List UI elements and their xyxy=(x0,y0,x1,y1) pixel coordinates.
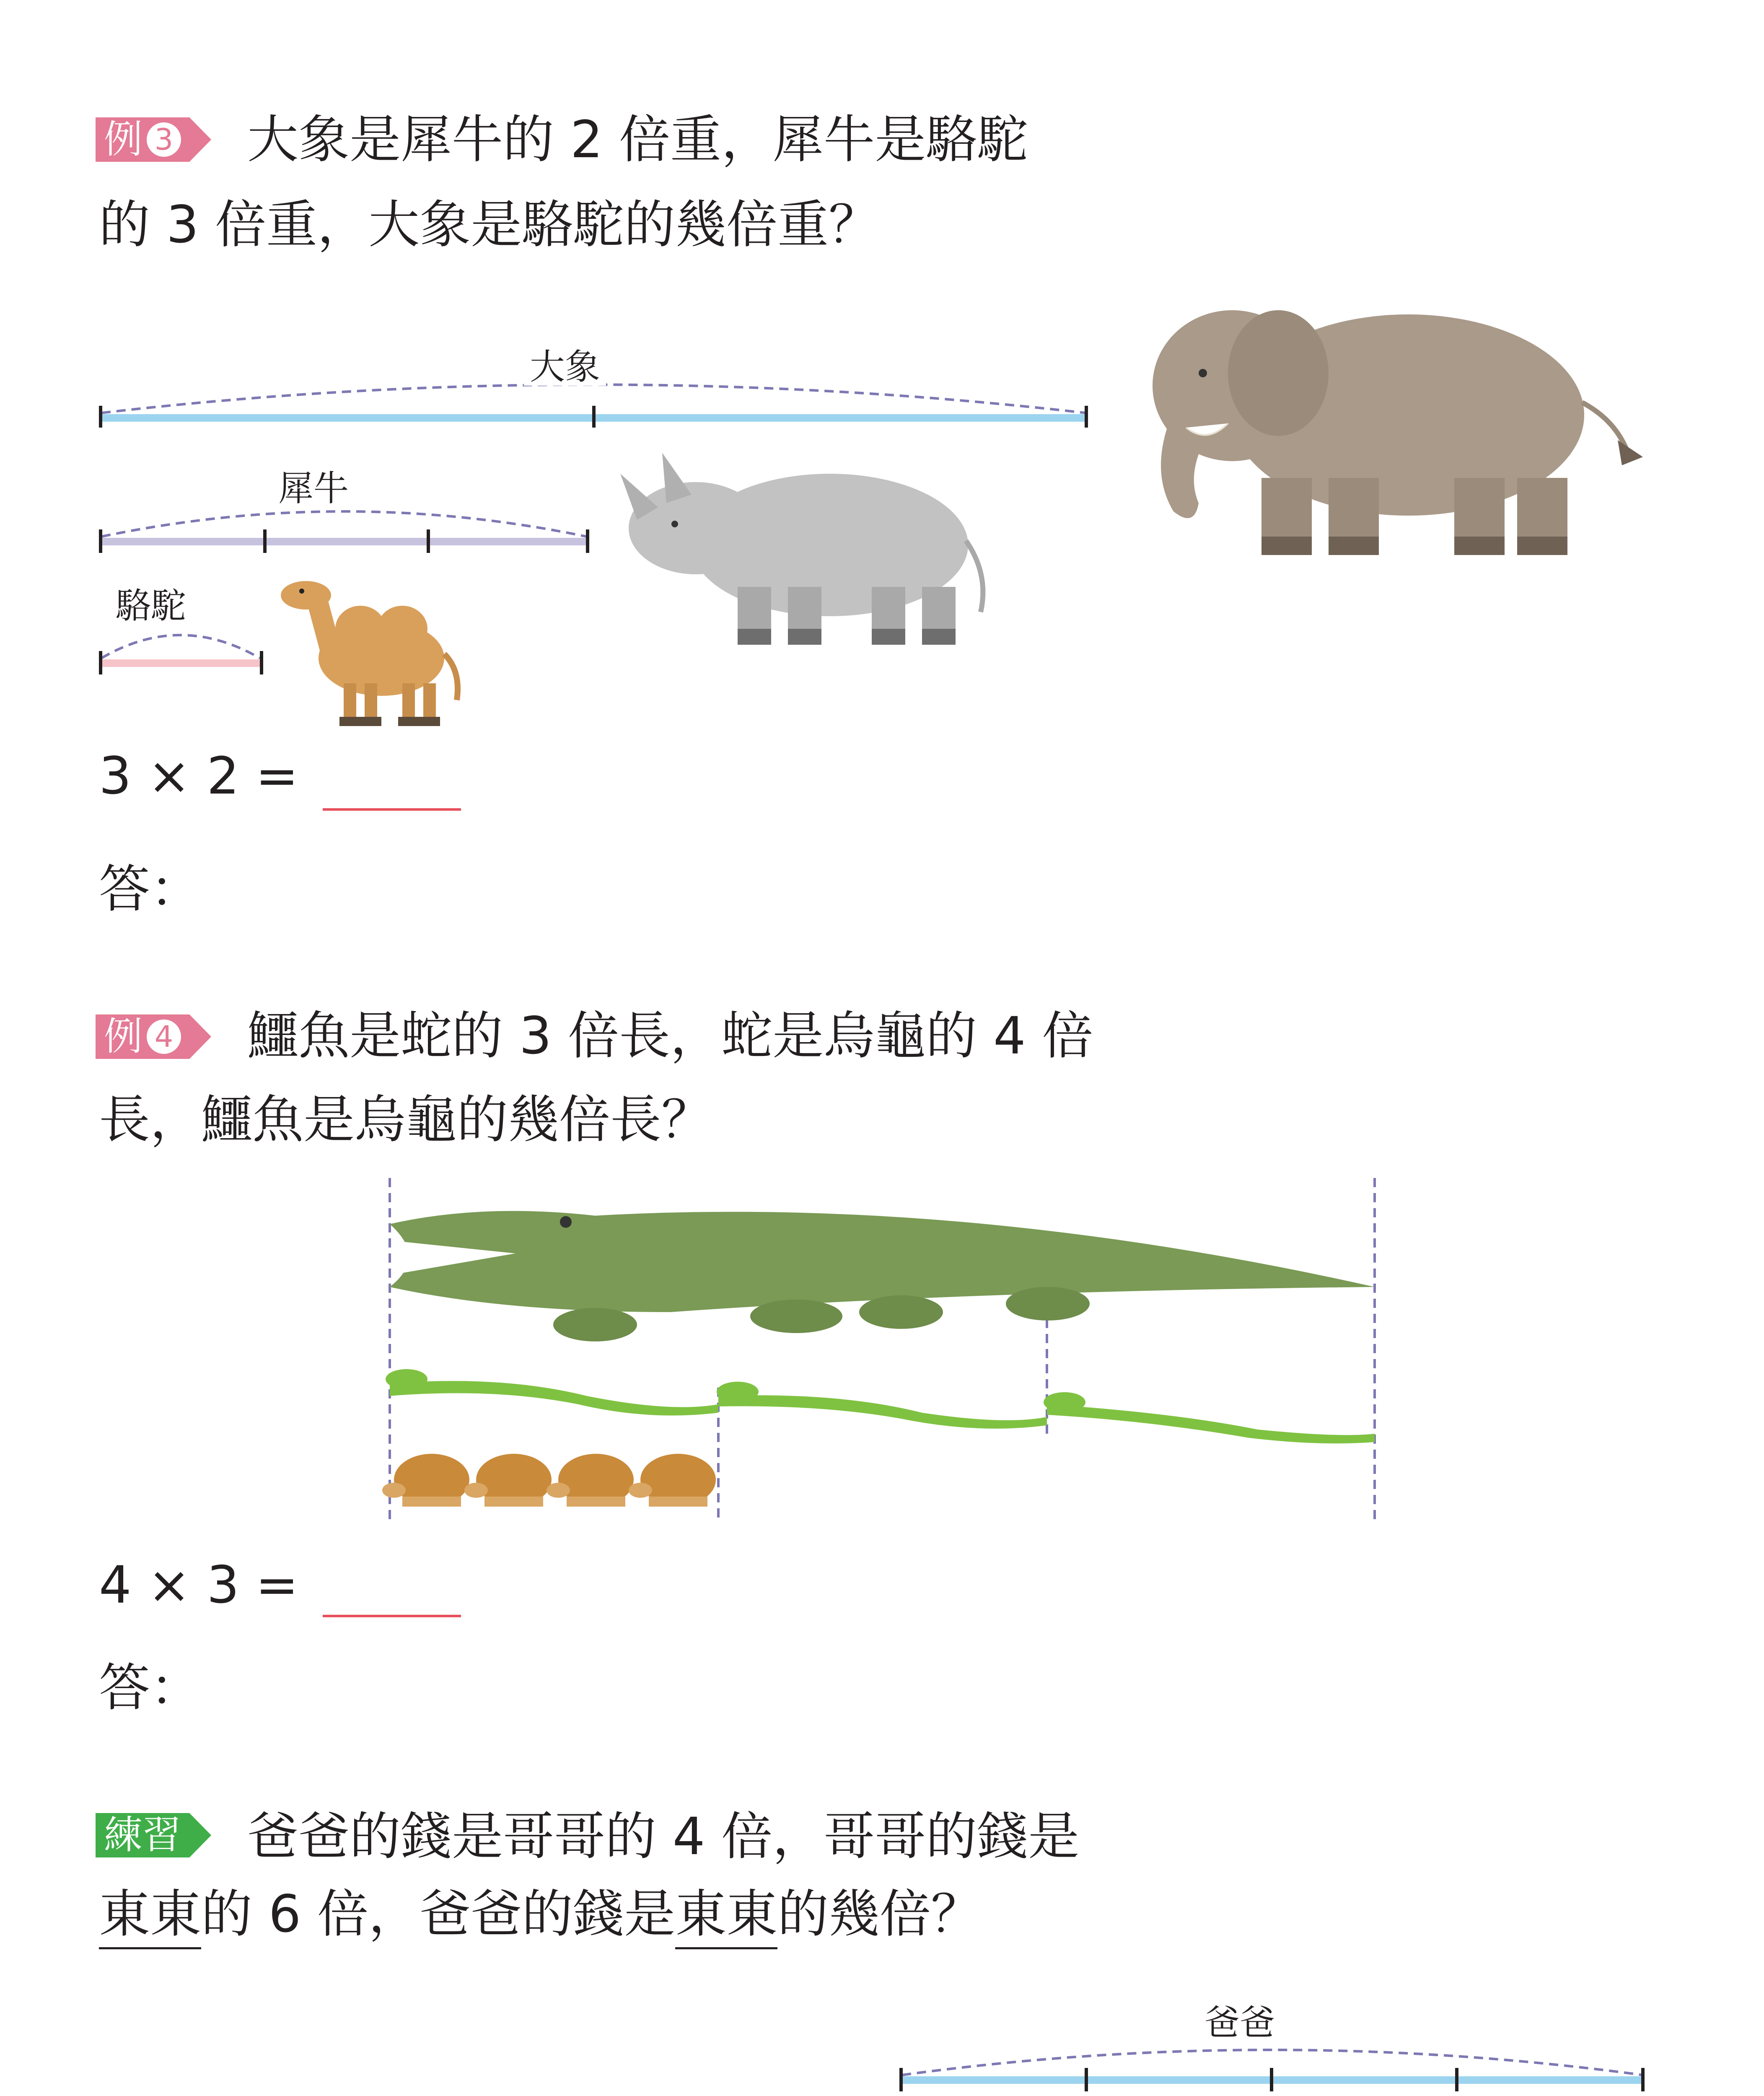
example-4-answer-label: 答： xyxy=(99,1658,201,1717)
crocodile-snake-turtle-diagram xyxy=(377,1178,1391,1526)
dongdong-name-underlined: 東東 xyxy=(99,1884,201,1949)
elephant-bar-label: 大象 xyxy=(524,348,606,386)
example-4-equation: 4 × 3 = xyxy=(99,1555,299,1615)
practice-tag-label: 練習 xyxy=(104,1813,181,1857)
dad-bar-label: 爸爸 xyxy=(1199,2004,1281,2042)
example-tag-label: 例 xyxy=(104,1014,143,1059)
turtle-illustration xyxy=(382,1454,716,1507)
practice-tag xyxy=(96,1813,211,1857)
example-3-question-line-1: 大象是犀牛的 2 倍重，犀牛是駱駝 xyxy=(247,110,1028,169)
example-tag-label: 例 xyxy=(104,117,143,162)
rhino-bar-label: 犀牛 xyxy=(272,470,355,507)
example-number-badge: 4 xyxy=(147,1019,181,1054)
example-4-tag xyxy=(96,1014,211,1059)
practice-line-2-part-b: 的 6 倍，爸爸的錢是 xyxy=(201,1884,676,1944)
example-3-question-line-2: 的 3 倍重，大象是駱駝的幾倍重？ xyxy=(99,195,880,254)
rhino-illustration xyxy=(612,436,1014,654)
example-number-badge: 3 xyxy=(147,122,181,157)
example-4-question-line-2: 長，鱷魚是烏龜的幾倍長？ xyxy=(99,1090,712,1149)
example-3-answer-blank[interactable] xyxy=(323,808,461,811)
practice-line-2-part-d: 的幾倍？ xyxy=(777,1884,982,1944)
elephant-illustration xyxy=(1123,277,1651,562)
practice-question-line-2 xyxy=(99,1884,982,1944)
practice-question-line-1: 爸爸的錢是哥哥的 4 倍，哥哥的錢是 xyxy=(247,1807,1080,1866)
example-3-answer-label: 答： xyxy=(99,859,201,919)
dongdong-name-underlined: 東東 xyxy=(675,1884,777,1949)
example-4-answer-blank[interactable] xyxy=(323,1615,461,1617)
example-4-question-line-1: 鱷魚是蛇的 3 倍長，蛇是烏龜的 4 倍 xyxy=(247,1006,1093,1066)
example-3-tag xyxy=(96,117,211,162)
camel-bar-label: 駱駝 xyxy=(116,585,187,626)
example-3-equation: 3 × 2 = xyxy=(99,746,299,806)
crocodile-illustration xyxy=(390,1211,1375,1341)
camel-illustration xyxy=(268,562,486,729)
snake-illustration xyxy=(386,1369,1375,1443)
